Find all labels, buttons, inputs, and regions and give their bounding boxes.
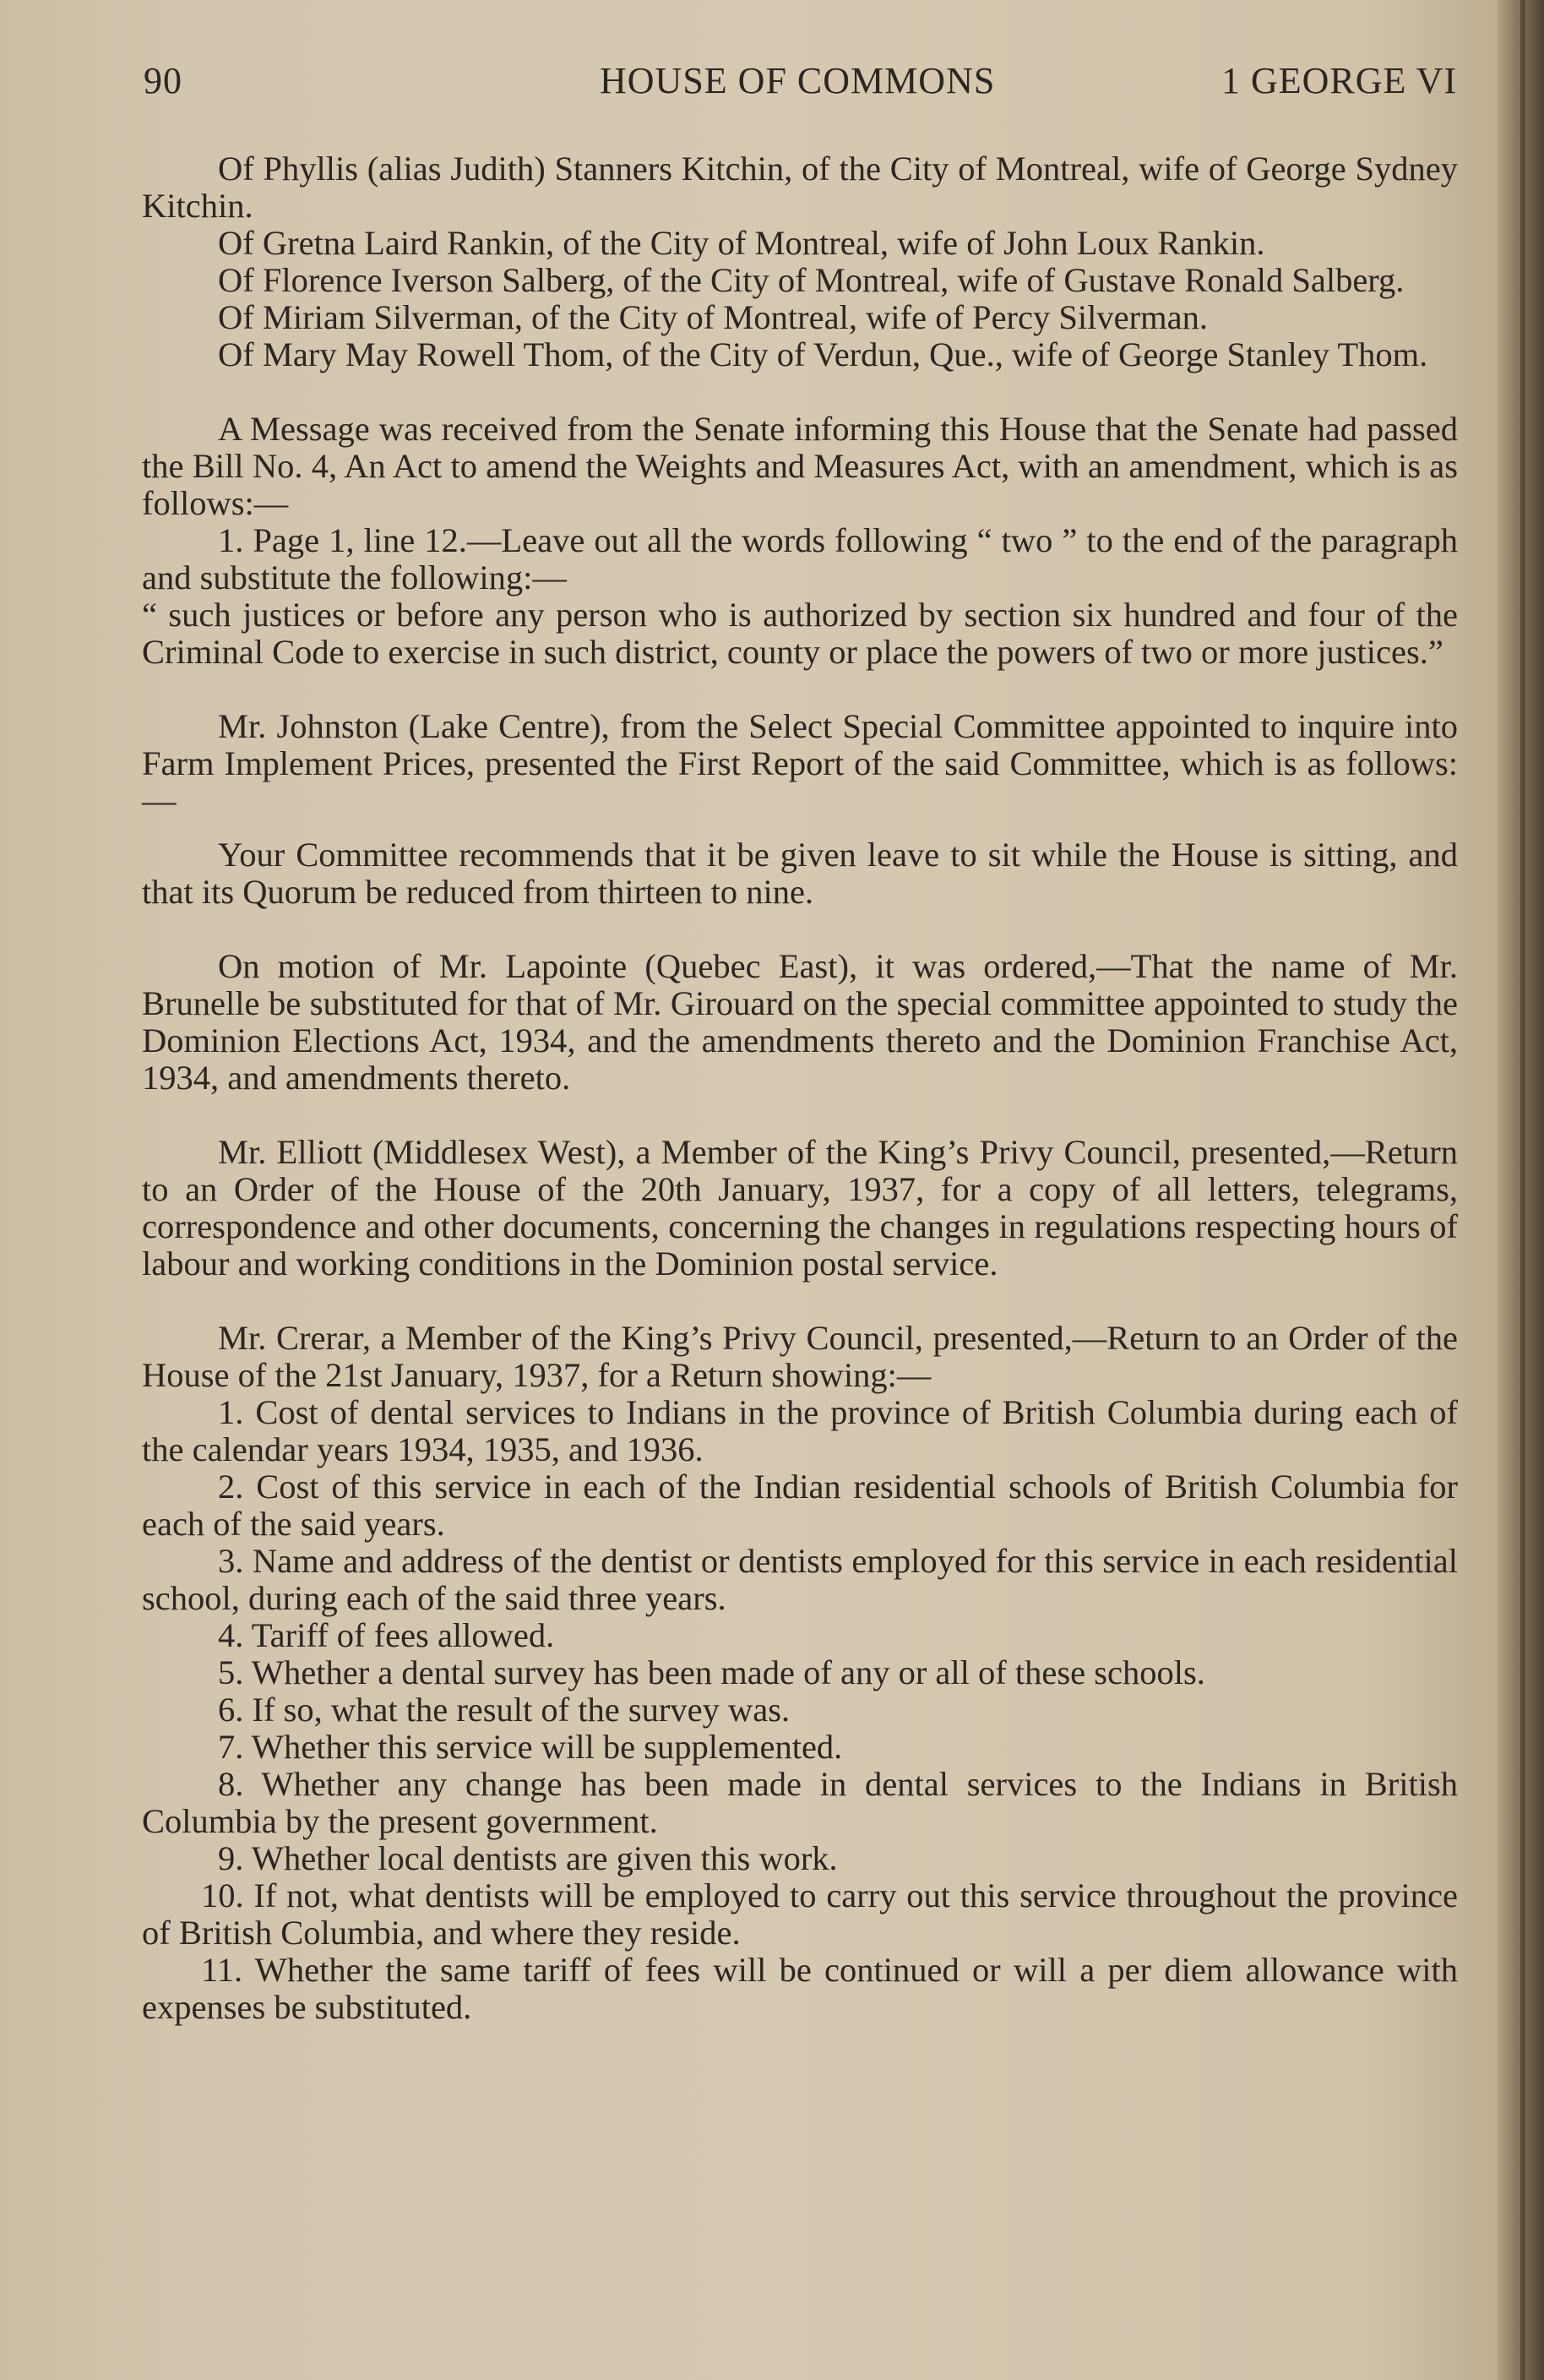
return-item: 8. Whether any change has been made in dental services to the Indians in British Columbia by the present government. — [142, 1765, 1458, 1840]
return-item: 6. If so, what the result of the survey was. — [218, 1691, 791, 1729]
petition-kitchin: Of Phyllis (alias Judith) Stanners Kitchin, of the City of Montreal, wife of George Sydney Kitchin. — [142, 150, 1458, 225]
page-title: HOUSE OF COMMONS — [600, 60, 996, 101]
crerar-return-intro: Mr. Crerar, a Member of the King’s Privy Council, presented,—Return to an Order of the House of the 21st January, 1937, for a Return showing:— — [142, 1319, 1458, 1394]
petition-salberg: Of Florence Iverson Salberg, of the City of Montreal, wife of Gustave Ronald Salberg. — [218, 261, 1405, 299]
return-item: 1. Cost of dental services to Indians in the province of British Columbia during each of the calendar years 1934, 1935, and 1936. — [142, 1393, 1458, 1468]
return-item: 9. Whether local dentists are given this work. — [218, 1839, 838, 1877]
senate-message-intro: A Message was received from the Senate informing this House that the Senate had passed the Bill No. 4, An Act to amend the Weights and Measures Act, with an amendment, which is as follows:— — [142, 410, 1458, 522]
return-item: 3. Name and address of the dentist or dentists employed for this service in each residential school, during each of the said three years. — [142, 1542, 1458, 1617]
return-item: 7. Whether this service will be supplemented. — [218, 1728, 843, 1766]
senate-amendment: 1. Page 1, line 12.—Leave out all the words following “ two ” to the end of the paragraph and substitute the following:— — [142, 521, 1458, 596]
petition-rankin: Of Gretna Laird Rankin, of the City of Montreal, wife of John Loux Rankin. — [218, 224, 1265, 262]
running-head — [144, 59, 1457, 110]
spine-shadow — [1520, 0, 1525, 2380]
session-label: 1 GEORGE VI — [1221, 60, 1457, 101]
page-number: 90 — [144, 60, 182, 101]
committee-recommendation: Your Committee recommends that it be given leave to sit while the House is sitting, and that its Quorum be reduced from thirteen to nine. — [142, 836, 1458, 911]
return-item: 11. Whether the same tariff of fees will be continued or will a per diem allowance with expenses be substituted. — [142, 1951, 1458, 2026]
page-body — [142, 150, 1458, 2026]
return-item: 4. Tariff of fees allowed. — [218, 1616, 555, 1654]
elliott-return: Mr. Elliott (Middlesex West), a Member of the King’s Privy Council, presented,—Return to an Order of the House of the 20th January, 1937, for a copy of all letters, telegrams, correspondence and other documents, concerning the changes in regulations respecting hours of labour and working conditions in the Dominion postal service. — [142, 1133, 1458, 1283]
return-item: 2. Cost of this service in each of the Indian residential schools of British Columbia for each of the said years. — [142, 1468, 1458, 1543]
petition-thom: Of Mary May Rowell Thom, of the City of Verdun, Que., wife of George Stanley Thom. — [218, 335, 1428, 373]
petition-silverman: Of Miriam Silverman, of the City of Montreal, wife of Percy Silverman. — [218, 298, 1208, 336]
committee-report-intro: Mr. Johnston (Lake Centre), from the Select Special Committee appointed to inquire into Farm Implement Prices, presented the First Report of the said Committee, which is as follows:— — [142, 707, 1458, 820]
return-item: 10. If not, what dentists will be employed to carry out this service throughout the province of British Columbia, and where they reside. — [142, 1876, 1458, 1952]
return-item: 5. Whether a dental survey has been made of any or all of these schools. — [218, 1653, 1205, 1691]
lapointe-motion: On motion of Mr. Lapointe (Quebec East), it was ordered,—That the name of Mr. Brunelle be substituted for that of Mr. Girouard on the special committee appointed to study the Dominion Elections Act, 1934, and the amendments thereto and the Dominion Franchise Act, 1934, and amendments thereto. — [142, 947, 1458, 1097]
senate-amendment-quote: “ such justices or before any person who is authorized by section six hundred and four of the Criminal Code to exercise in such district, county or place the powers of two or more justices.” — [142, 596, 1458, 671]
